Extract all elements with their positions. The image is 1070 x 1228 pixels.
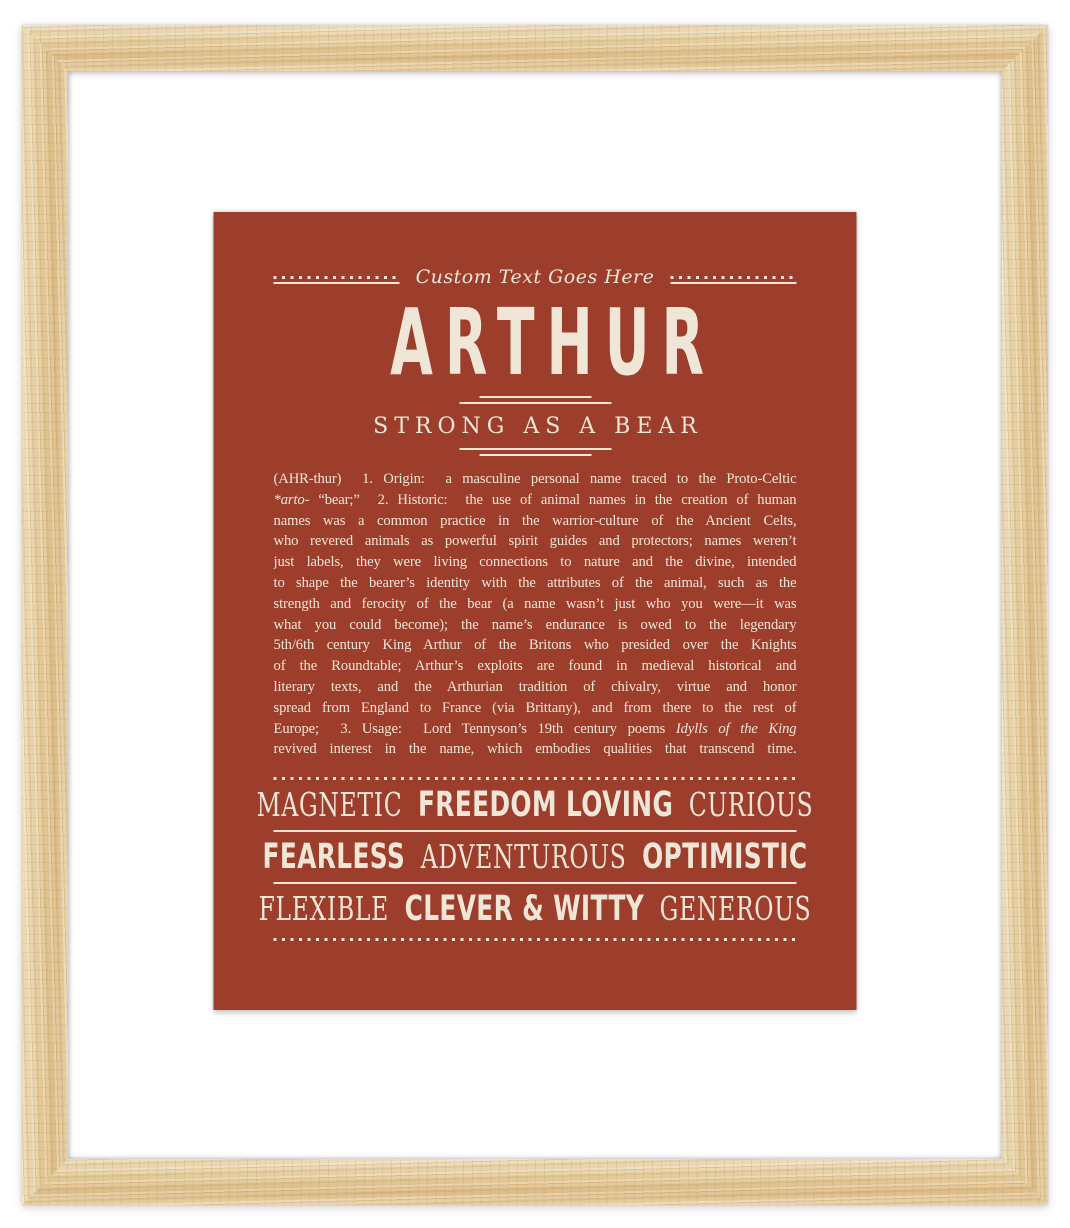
definition-text: who revered animals as powerful spirit guides and protectors; names weren’t [273, 533, 797, 550]
trait-row-2 [262, 837, 808, 878]
frame-side-right [1002, 25, 1048, 1205]
frame-side-left [22, 25, 68, 1205]
trait-word: FREEDOM LOVING [417, 785, 674, 826]
name-meaning: STRONG AS A BEAR [373, 414, 703, 439]
dotted-rule-left-icon [274, 276, 400, 284]
definition-line [274, 698, 797, 719]
picture-frame [22, 25, 1048, 1205]
frame-side-bottom [22, 1159, 1048, 1205]
trait-rule-2 [274, 882, 797, 884]
definition-line [274, 677, 797, 698]
definition-text: just labels, they were living connections to nature and the divine, intended [273, 554, 797, 571]
definition-text: to shape the bearer’s identity with the attributes of the animal, such as the [273, 574, 797, 591]
trait-word: FEARLESS [262, 837, 406, 878]
definition-text: literary texts, and the Arthurian tradition of chivalry, virtue and honor [273, 678, 797, 695]
divider-under-name [274, 396, 797, 404]
dotted-rule-right-icon [670, 276, 796, 284]
definition-line [274, 573, 797, 594]
definition-text: strength and ferocity of the bear (a name wasn’t just who you were—it was [273, 595, 797, 612]
trait-rule-1 [274, 830, 797, 832]
custom-text-label: Custom Text Goes Here [415, 266, 655, 288]
definition-text: spread from England to France (via Brittany), and from there to the rest of [273, 699, 797, 716]
definition-italic-text: *arto- [273, 491, 310, 508]
definition-line [274, 719, 797, 740]
trait-word: OPTIMISTIC [642, 837, 808, 878]
trait-word: CLEVER & WITTY [404, 889, 645, 930]
dotted-separator-bottom [274, 938, 797, 941]
definition-line [274, 490, 797, 511]
mat-board [68, 71, 1002, 1159]
divider-under-meaning [274, 448, 797, 456]
definition-line [274, 635, 797, 656]
definition-line [274, 615, 797, 636]
definition-line [274, 739, 797, 760]
definition-text: (AHR-thur) 1. Origin: a masculine personal name traced to the Proto-Celtic [273, 471, 797, 487]
name-art-print [214, 212, 857, 1010]
frame-side-top [22, 25, 1048, 71]
definition-line [274, 656, 797, 677]
definition-text: names was a common practice in the warrior-culture of the Ancient Celts, [273, 512, 797, 529]
definition-text: of the Roundtable; Arthur’s exploits are found in medieval historical and [273, 658, 797, 675]
definition-line [274, 552, 797, 573]
trait-word: ADVENTUROUS [420, 837, 627, 877]
definition-text: what you could become); the name’s endurance is owed to the legendary [273, 616, 797, 633]
definition-line [274, 511, 797, 532]
trait-row-3 [258, 889, 812, 930]
trait-word: MAGNETIC [256, 785, 403, 825]
definition-text: revived interest in the name, which embodies qualities that transcend time. [273, 741, 797, 758]
name-title: ARTHUR [390, 289, 717, 396]
definition-italic-text: Idylls of the King [675, 720, 797, 737]
definition-line [274, 531, 797, 552]
trait-word: CURIOUS [688, 785, 814, 825]
definition-text: “bear;” 2. Historic: the use of animal names in the creation of human [309, 491, 797, 508]
dotted-separator-top [274, 777, 797, 780]
definition-line [274, 594, 797, 615]
definition-text: 5th/6th century King Arthur of the Britons who presided over the Knights [273, 637, 797, 654]
definition-text: Europe; 3. Usage: Lord Tennyson’s 19th century poems [273, 720, 676, 737]
trait-row-1 [256, 785, 814, 826]
trait-word: GENEROUS [659, 889, 812, 929]
custom-text-header [274, 260, 797, 288]
trait-word: FLEXIBLE [258, 889, 389, 929]
definition-paragraph [274, 469, 797, 760]
definition-line [274, 469, 797, 490]
